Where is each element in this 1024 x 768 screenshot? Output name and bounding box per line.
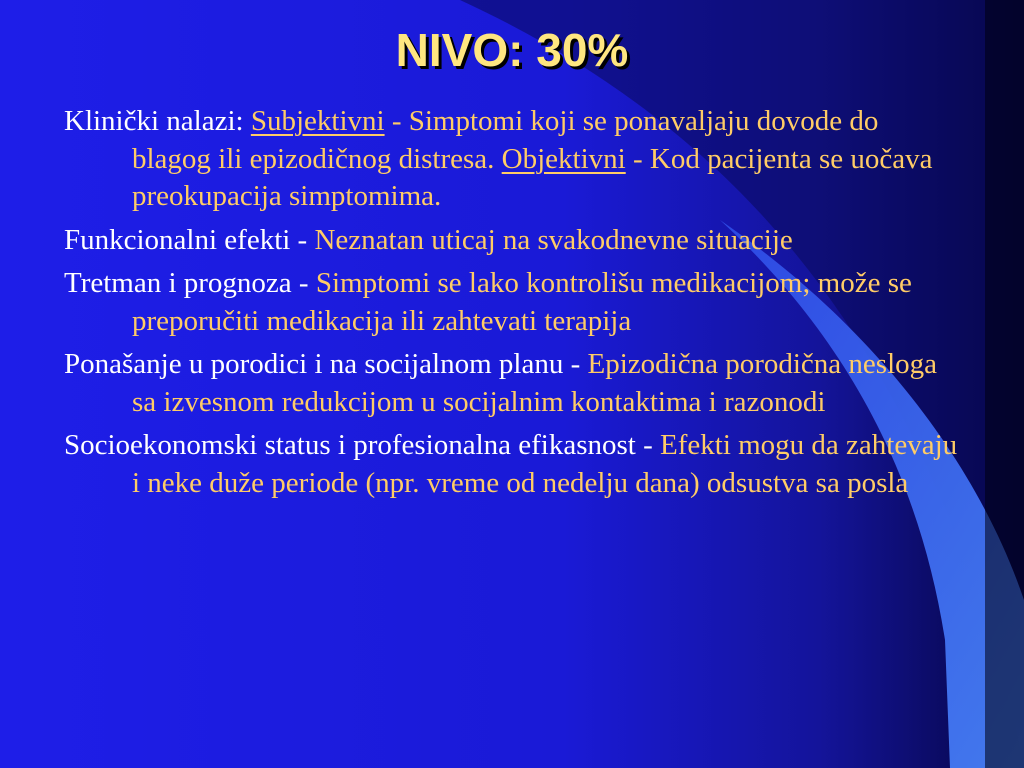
item-label: Klinički nalazi: <box>64 105 251 137</box>
list-item-tretman-i-prognoza <box>64 265 964 340</box>
list-item-ponasanje <box>64 346 964 421</box>
subjective-text: - Simptomi koji se ponavaljaju dovode do blagog ili epizodičnog distresa. <box>132 105 879 175</box>
objective-label: Objektivni <box>501 142 626 175</box>
list-item-funkcionalni-efekti <box>64 222 964 260</box>
item-label: Funkcionalni efekti - <box>64 223 315 256</box>
slide-title: NIVO: 30% <box>395 24 629 76</box>
item-label: Ponašanje u porodici i na socijalnom planu - <box>64 348 588 380</box>
item-value: Epizodična porodična nesloga sa izvesnom redukcijom u socijalnim kontaktima i razonodi <box>132 348 938 418</box>
item-label: Tretman i prognoza - <box>64 267 316 299</box>
item-value: Efekti mogu da zahtevaju i neke duže periode (npr. vreme od nedelju dana) odsustva sa posla <box>132 429 958 499</box>
objective-text: - Kod pacijenta se uočava preokupacija simptomima. <box>132 142 933 212</box>
item-value: Neznatan uticaj na svakodnevne situacije <box>314 223 793 256</box>
item-value: Simptomi se lako kontrolišu medikacijom; može se preporučiti medikacija ili zahtevati terapija <box>132 267 912 337</box>
bullet-list <box>64 103 964 508</box>
subjective-label: Subjektivni <box>250 105 385 137</box>
list-item-klinicki-nalazi <box>64 103 964 216</box>
item-label: Socioekonomski status i profesionalna efikasnost - <box>64 429 661 461</box>
list-item-socioekonomski-status <box>64 427 964 502</box>
